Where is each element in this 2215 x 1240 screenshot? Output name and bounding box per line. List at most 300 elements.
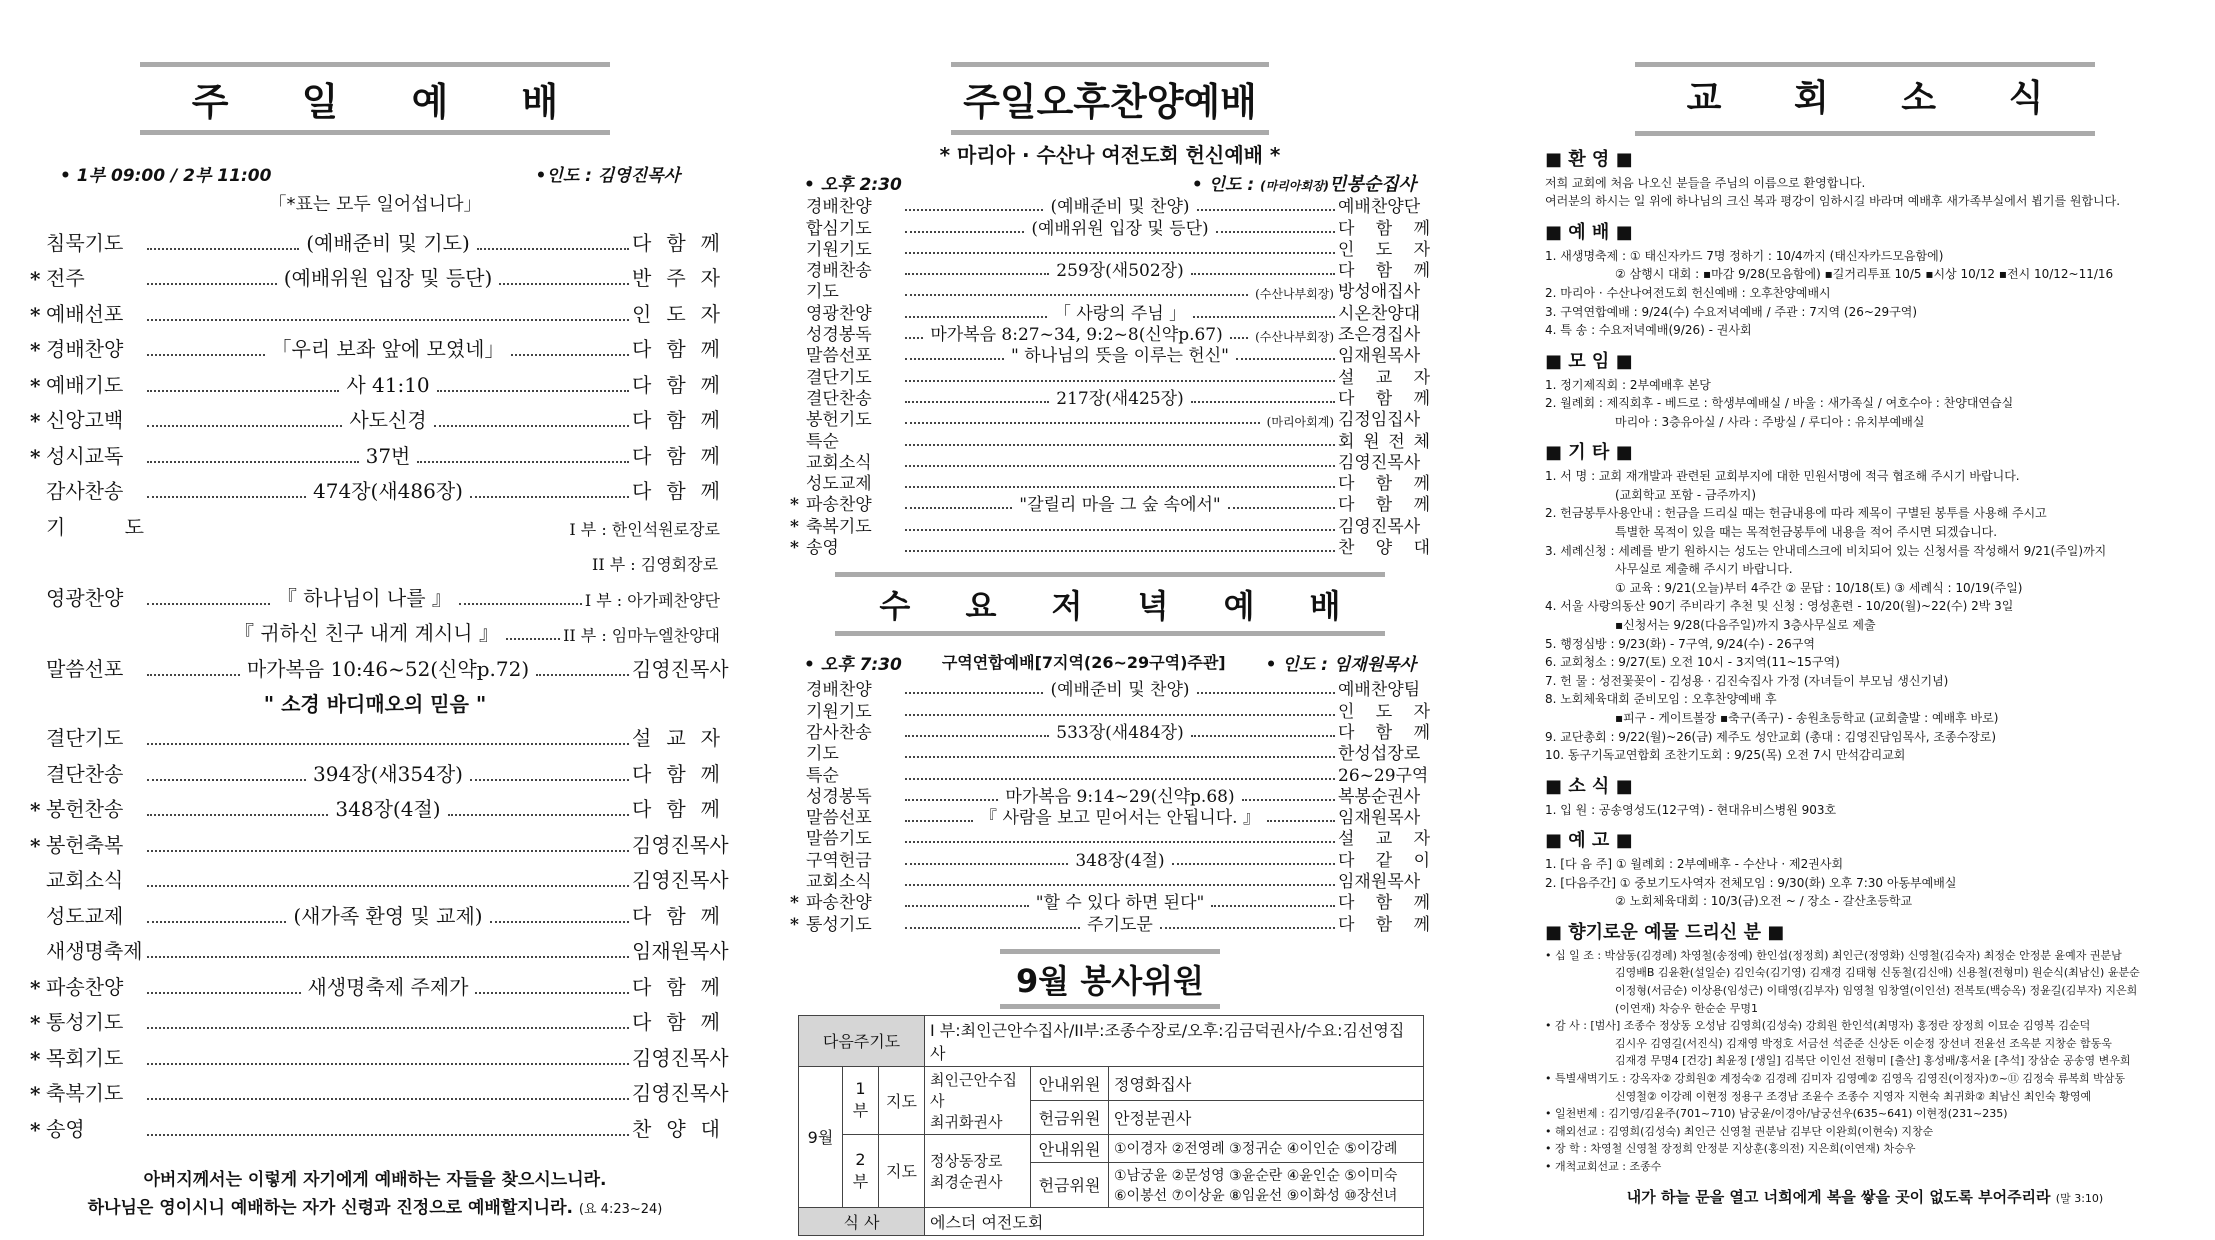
- leader-dots: [1242, 799, 1335, 801]
- order-name: 기원기도: [806, 701, 872, 722]
- order-person: 다 함 께: [1338, 914, 1431, 935]
- leader-dots: [475, 992, 629, 994]
- order-person: 다 함 께: [1338, 218, 1430, 239]
- part2-guide: ①이경자 ②전영례 ③정귀순 ④이인순 ⑤이강례: [1109, 1134, 1424, 1162]
- leader-dots: [147, 319, 629, 321]
- leader-dots: [1230, 337, 1248, 339]
- stand-mark: *: [30, 1046, 41, 1071]
- order-name: 말씀선포: [806, 808, 872, 829]
- leader-dots: [1193, 316, 1335, 318]
- stand-mark: *: [30, 338, 41, 362]
- news-line: 1. 정기제직회 : 2부예배후 본당: [1545, 377, 1711, 392]
- news-line: • 일천번제 : 김기영/김윤주(701~710) 남궁윤/이경아/남궁선우(635~641) 이현정(231~235): [1545, 1107, 2008, 1121]
- order-person: 다 함 께: [1338, 474, 1430, 495]
- meeting-heading: ■ 모 임 ■: [1545, 350, 1633, 372]
- part1-prayer: 지도: [879, 1066, 925, 1134]
- sunday-order-list-1: [30, 220, 720, 504]
- order-person: 다 함 께: [632, 408, 720, 432]
- order-row: [30, 1035, 729, 1071]
- order-detail: (예배위원 입장 및 등단): [283, 266, 493, 290]
- part2-prayer: 지도: [879, 1134, 925, 1207]
- news-line: ① 교육 : 9/21(오늘)부터 4주간 ② 문답 : 10/18(토) ③ 세례식 : 10/19(주일): [1615, 580, 2023, 595]
- leader-dots: [147, 885, 629, 887]
- leader-dots: [1211, 905, 1335, 907]
- order-name: 성경봉독: [806, 325, 872, 346]
- order-person: 회 원 전 체: [1338, 431, 1430, 452]
- order-name: 예배기도: [46, 372, 124, 397]
- leader-dots: [905, 927, 1080, 929]
- order-person: 설 교 자: [632, 726, 720, 750]
- leader-dots: [490, 921, 629, 923]
- news-line: 2. 월례회 : 제직회후 - 베드로 : 학생부예배실 / 바울 : 새가족실 / 여호수아 : 찬양대연습실: [1545, 396, 2014, 411]
- news-line: • 감 사 : [범사] 조종수 정상동 오성남 김영희(김성숙) 강희원 한인석(최명자) 홍정란 장정희 이묘순 김영복 김순덕: [1545, 1019, 2091, 1033]
- order-name: 교회소식: [46, 868, 124, 892]
- leader-dots: [147, 354, 265, 356]
- order-name: 축복기도: [46, 1081, 124, 1105]
- leader-dots: [147, 956, 629, 958]
- order-name: 결단찬송: [806, 388, 872, 409]
- leader-dots: [448, 814, 629, 816]
- order-name: 기도: [806, 744, 839, 765]
- leader-dots: [147, 461, 359, 463]
- order-detail: 394장(새354장): [313, 761, 463, 786]
- news-line: • 십 일 조 : 박삼동(김경례) 차영철(송정예) 한인섭(정정희) 최인근(정영화) 신영철(김숙자) 최정순 안정분 윤예자 권분남: [1545, 948, 2122, 962]
- order-person: 김영진목사: [1338, 516, 1421, 537]
- leader-dots: [147, 992, 301, 994]
- wednesday-order-list: [790, 679, 1430, 935]
- order-person: 한성섭장로: [1338, 744, 1421, 765]
- order-name: 말씀선포: [806, 346, 872, 367]
- order-person: 다 같 이: [1338, 850, 1430, 871]
- news-line: ② 삼행시 대회 : ▪마감 9/28(모음함에) ▪길거리투표 10/5 ▪시상 10/12 ▪전시 10/12~11/16: [1615, 267, 2114, 282]
- leader-dots: [147, 425, 342, 427]
- leader-dots: [1191, 273, 1335, 275]
- order-person: 인 도 자: [632, 301, 720, 326]
- leader-dots: [905, 444, 1335, 446]
- order-name: 교회소식: [806, 452, 872, 473]
- sunday-time: • 1부 09:00 / 2부 11:00: [60, 166, 272, 186]
- order-row: [30, 716, 720, 752]
- offering-list: [1545, 947, 2185, 1176]
- order-name: 합심기도: [806, 218, 872, 239]
- wednesday-title: 수 요 저 녁 예 배: [835, 572, 1384, 636]
- order-person: 다 함 께: [632, 974, 721, 999]
- order-name: 파송찬양: [806, 893, 872, 914]
- order-row: [30, 787, 720, 823]
- leader-dots: [417, 461, 629, 463]
- order-name: 영광찬양: [806, 303, 872, 324]
- order-person: 인 도 자: [1338, 239, 1430, 260]
- order-person: 다 함 께: [1338, 261, 1430, 282]
- stand-mark: *: [790, 495, 799, 516]
- order-person: 다 함 께: [632, 1010, 720, 1034]
- leader-dots: [1197, 692, 1335, 694]
- stand-mark: *: [790, 516, 799, 537]
- order-detail: (예배위원 입장 및 등단): [1031, 218, 1209, 239]
- order-detail: "갈릴리 마을 그 숲 속에서": [1019, 495, 1221, 516]
- news-line: • 해외선교 : 김영희(김성숙) 최인근 신영철 권분남 김부단 이완희(이현숙) 지창순: [1545, 1124, 1934, 1138]
- order-name: 봉헌축복: [46, 832, 124, 857]
- order-name: 봉헌기도: [806, 410, 872, 431]
- leader-dots: [905, 735, 1049, 737]
- news-line: 김시우 김영길(서진식) 김재영 박정호 서금선 석준준 신상돈 이순정 장선녀 전윤선 조옥분 지창순 함동욱: [1615, 1036, 2112, 1050]
- order-name: 기원기도: [806, 239, 872, 260]
- stand-mark: *: [30, 302, 41, 327]
- order-detail: 「우리 보좌 앞에 모였네」: [271, 337, 505, 361]
- news-line: ② 노회체육대회 : 10/3(금)오전 ~ / 장소 - 갈산초등학교: [1615, 894, 1913, 909]
- praise-by-2: II 부 : 임마누엘찬양대: [563, 626, 720, 645]
- praise-by-1: I 부 : 아가페찬양단: [584, 590, 721, 610]
- notice-heading: ■ 예 고 ■: [1545, 830, 1633, 852]
- order-person: 김정임집사: [1338, 410, 1421, 431]
- news-line: 김영배B 김윤환(설일순) 김인숙(김기영) 김재경 김태형 신동철(김신애) 신용철(전형미) 원순식(최남신) 윤분순: [1615, 966, 2140, 980]
- sermon-title: " 소경 바디매오의 믿음 ": [263, 691, 487, 716]
- order-person: 예배찬양팀: [1338, 680, 1421, 701]
- leader-dots: [147, 496, 306, 498]
- leader-dots: [147, 1098, 629, 1100]
- news-line: 2. 마리아 · 수산나여전도회 헌신예배 : 오후찬양예배시: [1545, 285, 1831, 300]
- order-name: 기도: [806, 282, 839, 303]
- etc-heading: ■ 기 타 ■: [1545, 442, 1633, 464]
- verse-line-1: 아버지께서는 이렇게 자기에게 예배하는 자들을 찾으시느니라.: [143, 1169, 607, 1190]
- leader-dots: [905, 692, 1043, 694]
- leader-dots: [905, 401, 1049, 403]
- prayer-row-2: [30, 540, 720, 576]
- order-detail: 「 사랑의 주님 」: [1053, 303, 1187, 324]
- leader-dots: [147, 814, 328, 816]
- order-person: 다 함 께: [1338, 495, 1431, 516]
- next-prayer-label: 다음주기도: [799, 1015, 925, 1066]
- leader-dots: [437, 390, 629, 392]
- part2-offering: ①남궁윤 ②문성영 ③윤순란 ④윤인순 ⑤이미숙 ⑥이봉선 ⑦이상윤 ⑧임윤선 ⑨이화성 ⑩장선녀: [1109, 1162, 1424, 1207]
- order-detail: 주기도문: [1087, 914, 1153, 935]
- order-person: 임재원목사: [1338, 808, 1421, 829]
- leader-dots: [1197, 209, 1335, 211]
- leader-dots: [905, 294, 1248, 296]
- news-line: 4. 서울 사랑의동산 90기 주비라기 추천 및 신청 : 영성훈련 - 10/20(월)~22(수) 2박 3일: [1545, 599, 2014, 614]
- order-row: [790, 537, 1430, 558]
- leader-dots: [147, 390, 339, 392]
- news-line: ▪신청서는 9/28(다음주일)까지 3층사무실로 제출: [1615, 618, 1876, 633]
- order-detail: "할 수 있다 하면 된다": [1035, 893, 1205, 914]
- order-person: 임재원목사: [1338, 872, 1421, 893]
- leader-dots: [905, 714, 1335, 716]
- order-name: 송영: [806, 538, 839, 559]
- order-row: [30, 256, 720, 292]
- leader-dots: [1267, 820, 1335, 822]
- order-person: 김영진목사: [632, 832, 729, 857]
- news-line: 2. 헌금봉투사용안내 : 헌금을 드리실 때는 헌금내용에 따라 제목이 구별된 봉투를 사용해 주시고: [1545, 506, 2047, 521]
- afternoon-title: 주일오후찬양예배: [951, 62, 1269, 135]
- leader-dots: [147, 1027, 629, 1029]
- sermon-row: [30, 646, 729, 682]
- leader-dots: [905, 778, 1335, 780]
- leader-dots: [147, 283, 277, 285]
- verse-line-2: 하나님은 영이시니 예배하는 자가 신령과 진정으로 예배할지니라.: [87, 1198, 573, 1219]
- order-detail: (예배준비 및 기도): [306, 230, 470, 255]
- wednesday-time: • 오후 7:30: [804, 655, 902, 676]
- order-row: [30, 220, 720, 256]
- wednesday-subtitle: 구역연합예배[7지역(26~29구역)주관]: [941, 653, 1226, 673]
- order-name: 성도교제: [806, 474, 872, 495]
- stand-mark: *: [30, 267, 41, 291]
- prayer-part2: II 부 : 김영회장로: [592, 555, 719, 574]
- welcome-heading: ■ 환 영 ■: [1545, 148, 1633, 170]
- order-person: 조은경집사: [1338, 325, 1421, 346]
- order-person: 다 함 께: [632, 443, 720, 468]
- order-name: 새생명축제: [46, 939, 143, 963]
- order-row: [30, 398, 720, 434]
- praise-row-2: [30, 611, 720, 647]
- afternoon-order-list: [790, 196, 1430, 558]
- order-name: 감사찬송: [806, 722, 872, 743]
- order-name: 특순: [806, 431, 839, 452]
- stand-mark: *: [30, 409, 41, 433]
- order-name: 감사찬송: [46, 479, 124, 503]
- praise-song-2: 『 귀하신 친구 내게 계시니 』: [234, 621, 499, 645]
- order-row: [30, 291, 720, 327]
- part1-names: 최인근안수집사 최귀화권사: [925, 1066, 1031, 1134]
- order-name: 경배찬송: [806, 261, 872, 282]
- order-role: (수산나부회장): [1255, 330, 1335, 345]
- order-row: [30, 858, 729, 894]
- wednesday-leader: • 인도 : 임재원목사: [1265, 655, 1416, 676]
- leader-dots: [1160, 927, 1335, 929]
- afternoon-subtitle: * 마리아 · 수산나 여전도회 헌신예배 *: [939, 143, 1281, 167]
- order-name: 교회소식: [806, 872, 872, 893]
- leader-dots: [905, 841, 1335, 843]
- leader-dots: [905, 358, 1004, 360]
- month-cell: 9월: [799, 1066, 843, 1207]
- leader-dots: [905, 756, 1335, 758]
- leader-dots: [470, 779, 629, 781]
- leader-dots: [905, 337, 923, 339]
- leader-dots: [905, 550, 1335, 552]
- order-name: 전주: [46, 266, 85, 290]
- order-name: 성도교제: [46, 903, 124, 928]
- order-detail: (새가족 환영 및 교제): [293, 903, 483, 928]
- order-person: 다 함 께: [1338, 388, 1430, 409]
- order-name: 결단찬송: [46, 761, 124, 786]
- order-person: 임재원목사: [1338, 346, 1421, 367]
- order-row: [30, 822, 729, 858]
- leader-dots: [147, 743, 629, 745]
- stand-mark: *: [30, 373, 41, 398]
- news-line: 사무실로 제출해 주시기 바랍니다.: [1615, 562, 1793, 577]
- order-person: 설 교 자: [1338, 367, 1430, 388]
- order-role: (수산나부회장): [1255, 287, 1334, 302]
- order-name: 봉헌찬송: [46, 797, 124, 821]
- order-detail: 37번: [365, 443, 411, 468]
- part2-guide-label: 안내위원: [1031, 1134, 1109, 1162]
- news-line: 1. 서 명 : 교회 재개발과 관련된 교회부지에 대한 민원서명에 적극 협조해 주시기 바랍니다.: [1545, 469, 2020, 484]
- order-row: [30, 327, 720, 363]
- next-prayer-value: I 부:최인근안수집사/II부:조종수장로/오후:김금덕권사/수요:김선영집사: [925, 1015, 1424, 1066]
- visit-line: 1. 입 원 : 공송영성도(12구역) - 현대유비스병원 903호: [1545, 802, 1837, 817]
- afternoon-column: [790, 0, 1430, 1236]
- order-detail: 마가복음 9:14~29(신약p.68): [1005, 786, 1235, 807]
- leader-dots: [905, 486, 1335, 488]
- stand-mark: *: [30, 444, 41, 469]
- order-person: 김영진목사: [1338, 452, 1421, 473]
- news-line: 1. 새생명축제 : ① 태신자카드 7명 정하기 : 10/4까지 (태신자카드모음함에): [1545, 248, 1944, 263]
- order-name: 특순: [806, 765, 839, 786]
- sermon-ref: 마가복음 10:46~52(신약p.72): [246, 656, 530, 681]
- news-line: 4. 특 송 : 수요저녁예배(9/26) - 권사회: [1545, 323, 1752, 338]
- leader-dots: [1191, 401, 1335, 403]
- sermon-preacher: 김영진목사: [632, 656, 729, 681]
- order-row: [30, 751, 720, 787]
- leader-dots: [905, 884, 1335, 886]
- order-person: 임재원목사: [632, 939, 729, 963]
- afternoon-time: • 오후 2:30: [804, 175, 902, 195]
- order-person: 다 함 께: [1338, 893, 1431, 914]
- volunteers-table: [798, 1015, 1424, 1236]
- afternoon-leader: • 인도 : (마리아회장)민봉순집사: [1191, 174, 1416, 195]
- stand-mark: *: [790, 893, 799, 914]
- order-row: [30, 469, 720, 505]
- stand-mark: *: [790, 538, 799, 559]
- order-name: 성경봉독: [806, 786, 872, 807]
- news-line: (이연재) 차승우 한순순 무명1: [1615, 1001, 1758, 1015]
- order-person: 인 도 자: [1338, 701, 1430, 722]
- news-verse: 내가 하늘 문을 열고 너희에게 복을 쌓을 곳이 없도록 부어주리라 (말 3:10): [1626, 1187, 2104, 1206]
- leader-dots: [905, 507, 1012, 509]
- news-line: 특별한 목적이 있을 때는 목적헌금봉투에 내용을 적어 주시면 되겠습니다.: [1615, 525, 1998, 540]
- part2-names: 정상동장로 최경순권사: [925, 1134, 1031, 1207]
- order-name: 경배찬양: [806, 197, 872, 218]
- order-name: 파송찬양: [46, 974, 124, 999]
- welcome-line-2: 여러분의 하시는 일 위에 하나님의 크신 복과 평강이 임하시길 바라며 예배후 새가족부실에서 뵙기를 원합니다.: [1545, 194, 2121, 209]
- order-name: 축복기도: [806, 516, 872, 537]
- part2-offering-label: 헌금위원: [1031, 1162, 1109, 1207]
- order-person: 설 교 자: [1338, 829, 1430, 850]
- stand-mark: *: [790, 914, 799, 935]
- sermon-label: 말씀선포: [46, 656, 124, 681]
- order-detail: 『 사람을 보고 믿어서는 안됩니다. 』: [980, 808, 1260, 829]
- leader-dots: [905, 252, 1335, 254]
- meal-value: 에스더 여전도회: [925, 1207, 1424, 1235]
- order-row: [30, 433, 720, 469]
- leader-dots: [147, 850, 629, 852]
- leader-dots: [434, 425, 629, 427]
- order-row: [30, 893, 720, 929]
- order-person: 찬 양 대: [632, 1116, 720, 1141]
- news-line: 김재경 무명4 [건강] 최윤정 [생일] 김복단 이인선 전형미 [출산] 홍성배/홍서윤 [추석] 장삼순 공송영 변우희: [1615, 1054, 2131, 1068]
- stand-mark: *: [30, 798, 41, 822]
- part2-cell: 2부: [843, 1134, 879, 1207]
- stand-note: 「*표는 모두 일어섭니다」: [268, 194, 482, 215]
- notice-news-list: [1545, 855, 2185, 911]
- volunteers-title: 9월 봉사위원: [1000, 949, 1220, 1009]
- order-name: 구역헌금: [806, 850, 872, 871]
- prayer-row-1: [30, 504, 720, 540]
- leader-dots: [147, 921, 286, 923]
- news-line: ▪피구 - 게이트볼장 ▪축구(족구) - 송원초등학교 (교회출발 : 예배후 바로): [1615, 711, 1999, 726]
- sunday-verse: [30, 1166, 720, 1224]
- order-name: 결단기도: [806, 367, 872, 388]
- prayer-label: 기 도: [46, 514, 144, 539]
- order-name: 말씀기도: [806, 829, 872, 850]
- order-detail: (예배준비 및 찬양): [1050, 680, 1190, 701]
- order-person: 다 함 께: [632, 479, 721, 503]
- news-line: • 개척교회선교 : 조종수: [1545, 1159, 1662, 1173]
- leader-dots: [905, 529, 1335, 531]
- leader-dots: [905, 380, 1335, 382]
- leader-dots: [905, 316, 1047, 318]
- order-name: 통성기도: [46, 1010, 124, 1034]
- order-detail: 533장(새484장): [1056, 722, 1184, 743]
- news-line: 5. 행정심방 : 9/23(화) - 7구역, 9/24(수) - 26구역: [1545, 636, 1815, 651]
- leader-dots: [905, 863, 1068, 865]
- praise-label: 영광찬양: [46, 585, 124, 610]
- order-name: 목회기도: [46, 1045, 124, 1070]
- leader-dots: [147, 1063, 629, 1065]
- meeting-news-list: [1545, 376, 2185, 432]
- order-person: 다 함 께: [1338, 722, 1430, 743]
- sunday-order-list-2: [30, 716, 729, 1142]
- church-news-column: [1545, 0, 2185, 1209]
- sunday-leader: •인도 : 김영진목사: [535, 166, 680, 186]
- order-row: [30, 964, 720, 1000]
- order-detail: 사도신경: [349, 408, 427, 432]
- leader-dots: [905, 905, 1029, 907]
- news-line: 6. 교회청소 : 9/27(토) 오전 10시 - 3지역(11~15구역): [1545, 655, 1840, 670]
- news-line: 2. [다음주간] ① 중보기도사역자 전체모임 : 9/30(화) 오후 7:30 아동부예배실: [1545, 875, 1957, 890]
- leader-dots: [905, 273, 1049, 275]
- order-name: 성시교독: [46, 443, 124, 468]
- order-row: [30, 1000, 720, 1036]
- part1-cell: 1부: [843, 1066, 879, 1134]
- order-name: 송영: [46, 1116, 85, 1141]
- order-detail: 새생명축제 주제가: [307, 974, 469, 999]
- part1-offering-label: 헌금위원: [1031, 1100, 1109, 1134]
- order-person: 시온찬양대: [1338, 303, 1421, 324]
- order-row: [30, 362, 720, 398]
- order-detail: 474장(새486장): [313, 479, 463, 503]
- leader-dots: [1236, 358, 1335, 360]
- order-detail: 348장(4절): [335, 797, 441, 821]
- leader-dots: [499, 283, 629, 285]
- order-person: 다 함 께: [632, 797, 720, 821]
- sunday-title: 주 일 예 배: [140, 62, 611, 135]
- news-line: 3. 구역연합예배 : 9/24(수) 수요저녁예배 / 주관 : 7지역 (26~29구역): [1545, 304, 1918, 319]
- leader-dots: [905, 422, 1260, 424]
- leader-dots: [1216, 231, 1335, 233]
- news-line: 신영철② 이강례 이현정 정용구 조경남 조윤수 조종수 지영자 지현숙 최귀화② 최남신 최인숙 황영예: [1615, 1089, 2092, 1103]
- news-line: 7. 헌 물 : 성전꽃꽂이 - 김성용 · 김진숙집사 가정 (자녀들이 부모님 생신기념): [1545, 673, 1949, 688]
- order-name: 예배선포: [46, 301, 124, 326]
- news-line: 8. 노회체육대회 준비모임 : 오후찬양예배 후: [1545, 692, 1777, 707]
- news-title: 교 회 소 식: [1635, 62, 2096, 136]
- order-name: 침묵기도: [46, 230, 124, 255]
- order-detail: " 하나님의 뜻을 이루는 헌신": [1011, 346, 1229, 367]
- leader-dots: [511, 354, 629, 356]
- order-person: 김영진목사: [632, 1045, 729, 1070]
- order-row: [30, 1071, 729, 1107]
- order-person: 반 주 자: [632, 266, 720, 290]
- meal-label: 식 사: [799, 1207, 925, 1235]
- praise-song-1: 『 하나님이 나를 』: [276, 585, 452, 610]
- order-person: 다 함 께: [632, 372, 721, 397]
- order-row: [790, 913, 1430, 934]
- news-line: • 장 학 : 차영철 신영철 장정희 안정분 지상훈(홍의전) 지은희(이연재) 차승우: [1545, 1142, 1916, 1156]
- prayer-part1: I 부 : 한인석원로장로: [569, 519, 720, 539]
- order-name: 경배찬양: [46, 337, 124, 361]
- order-detail: 마가복음 8:27~34, 9:2~8(신약p.67): [930, 325, 1223, 346]
- news-line: 3. 세례신청 : 세례를 받기 원하시는 성도는 안내데스크에 비치되어 있는 신청서를 작성해서 9/21(주일)까지: [1545, 543, 2107, 558]
- leader-dots: [477, 248, 629, 250]
